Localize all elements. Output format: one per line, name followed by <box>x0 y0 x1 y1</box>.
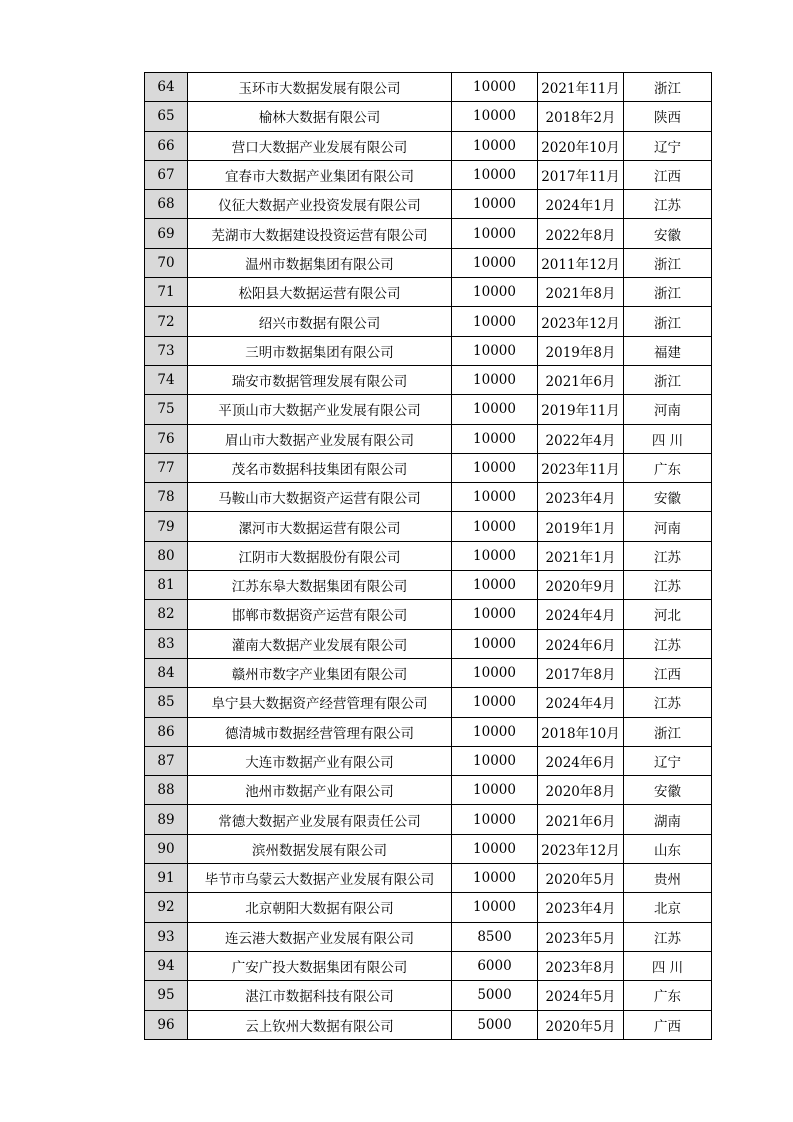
established-date-cell: 2022年4月 <box>538 424 624 453</box>
table-body <box>145 73 712 1040</box>
table-row <box>145 541 712 570</box>
established-date-cell: 2021年8月 <box>538 278 624 307</box>
registered-capital-cell: 10000 <box>452 453 538 482</box>
company-name-cell: 榆林大数据有限公司 <box>188 102 452 131</box>
table-row <box>145 512 712 541</box>
established-date-cell: 2024年6月 <box>538 746 624 775</box>
row-number-cell: 86 <box>145 717 188 746</box>
table-row <box>145 981 712 1010</box>
table-row <box>145 307 712 336</box>
company-name-cell: 营口大数据产业发展有限公司 <box>188 131 452 160</box>
province-cell: 湖南 <box>624 805 712 834</box>
established-date-cell: 2023年4月 <box>538 893 624 922</box>
table-row <box>145 864 712 893</box>
company-name-cell: 仪征大数据产业投资发展有限公司 <box>188 190 452 219</box>
registered-capital-cell: 10000 <box>452 160 538 189</box>
province-cell: 江苏 <box>624 629 712 658</box>
company-name-cell: 漯河市大数据运营有限公司 <box>188 512 452 541</box>
row-number-cell: 95 <box>145 981 188 1010</box>
row-number-cell: 79 <box>145 512 188 541</box>
row-number-cell: 67 <box>145 160 188 189</box>
table-row <box>145 571 712 600</box>
registered-capital-cell: 10000 <box>452 746 538 775</box>
established-date-cell: 2021年11月 <box>538 73 624 102</box>
province-cell: 浙江 <box>624 73 712 102</box>
table-row <box>145 717 712 746</box>
table-row <box>145 746 712 775</box>
row-number-cell: 69 <box>145 219 188 248</box>
province-cell: 河南 <box>624 512 712 541</box>
row-number-cell: 80 <box>145 541 188 570</box>
province-cell: 辽宁 <box>624 746 712 775</box>
registered-capital-cell: 5000 <box>452 1010 538 1039</box>
established-date-cell: 2019年8月 <box>538 336 624 365</box>
registered-capital-cell: 10000 <box>452 864 538 893</box>
table-row <box>145 951 712 980</box>
company-name-cell: 宜春市大数据产业集团有限公司 <box>188 160 452 189</box>
table-row <box>145 1010 712 1039</box>
registered-capital-cell: 10000 <box>452 278 538 307</box>
row-number-cell: 88 <box>145 776 188 805</box>
company-name-cell: 松阳县大数据运营有限公司 <box>188 278 452 307</box>
company-name-cell: 茂名市数据科技集团有限公司 <box>188 453 452 482</box>
company-name-cell: 德清城市数据经营管理有限公司 <box>188 717 452 746</box>
row-number-cell: 83 <box>145 629 188 658</box>
province-cell: 福建 <box>624 336 712 365</box>
company-name-cell: 湛江市数据科技有限公司 <box>188 981 452 1010</box>
registered-capital-cell: 10000 <box>452 688 538 717</box>
established-date-cell: 2018年10月 <box>538 717 624 746</box>
company-name-cell: 常德大数据产业发展有限责任公司 <box>188 805 452 834</box>
company-name-cell: 马鞍山市大数据资产运营有限公司 <box>188 483 452 512</box>
established-date-cell: 2023年12月 <box>538 834 624 863</box>
row-number-cell: 73 <box>145 336 188 365</box>
established-date-cell: 2020年5月 <box>538 1010 624 1039</box>
established-date-cell: 2017年11月 <box>538 160 624 189</box>
company-table <box>144 72 712 1040</box>
table-row <box>145 424 712 453</box>
row-number-cell: 87 <box>145 746 188 775</box>
row-number-cell: 75 <box>145 395 188 424</box>
table-row <box>145 336 712 365</box>
province-cell: 四 川 <box>624 424 712 453</box>
company-name-cell: 芜湖市大数据建设投资运营有限公司 <box>188 219 452 248</box>
company-name-cell: 温州市数据集团有限公司 <box>188 248 452 277</box>
company-name-cell: 绍兴市数据有限公司 <box>188 307 452 336</box>
row-number-cell: 76 <box>145 424 188 453</box>
registered-capital-cell: 5000 <box>452 981 538 1010</box>
company-name-cell: 眉山市大数据产业发展有限公司 <box>188 424 452 453</box>
province-cell: 浙江 <box>624 307 712 336</box>
province-cell: 安徽 <box>624 219 712 248</box>
registered-capital-cell: 10000 <box>452 307 538 336</box>
registered-capital-cell: 10000 <box>452 395 538 424</box>
company-name-cell: 赣州市数字产业集团有限公司 <box>188 658 452 687</box>
established-date-cell: 2020年8月 <box>538 776 624 805</box>
province-cell: 江苏 <box>624 688 712 717</box>
table-row <box>145 893 712 922</box>
table-row <box>145 776 712 805</box>
row-number-cell: 93 <box>145 922 188 951</box>
company-name-cell: 邯郸市数据资产运营有限公司 <box>188 600 452 629</box>
established-date-cell: 2019年1月 <box>538 512 624 541</box>
table-row <box>145 219 712 248</box>
established-date-cell: 2019年11月 <box>538 395 624 424</box>
table-row <box>145 395 712 424</box>
table-row <box>145 278 712 307</box>
province-cell: 浙江 <box>624 365 712 394</box>
registered-capital-cell: 10000 <box>452 658 538 687</box>
registered-capital-cell: 10000 <box>452 629 538 658</box>
established-date-cell: 2023年12月 <box>538 307 624 336</box>
row-number-cell: 89 <box>145 805 188 834</box>
row-number-cell: 90 <box>145 834 188 863</box>
province-cell: 安徽 <box>624 776 712 805</box>
table-row <box>145 805 712 834</box>
row-number-cell: 94 <box>145 951 188 980</box>
registered-capital-cell: 10000 <box>452 805 538 834</box>
established-date-cell: 2021年6月 <box>538 805 624 834</box>
province-cell: 河北 <box>624 600 712 629</box>
company-name-cell: 滨州数据发展有限公司 <box>188 834 452 863</box>
registered-capital-cell: 10000 <box>452 571 538 600</box>
table-row <box>145 922 712 951</box>
table-row <box>145 131 712 160</box>
registered-capital-cell: 6000 <box>452 951 538 980</box>
table-row <box>145 102 712 131</box>
registered-capital-cell: 10000 <box>452 893 538 922</box>
province-cell: 安徽 <box>624 483 712 512</box>
registered-capital-cell: 10000 <box>452 131 538 160</box>
province-cell: 北京 <box>624 893 712 922</box>
row-number-cell: 85 <box>145 688 188 717</box>
registered-capital-cell: 10000 <box>452 541 538 570</box>
registered-capital-cell: 10000 <box>452 102 538 131</box>
established-date-cell: 2024年4月 <box>538 600 624 629</box>
row-number-cell: 65 <box>145 102 188 131</box>
registered-capital-cell: 10000 <box>452 512 538 541</box>
established-date-cell: 2020年5月 <box>538 864 624 893</box>
province-cell: 江苏 <box>624 922 712 951</box>
table-row <box>145 453 712 482</box>
company-name-cell: 北京朝阳大数据有限公司 <box>188 893 452 922</box>
province-cell: 广东 <box>624 453 712 482</box>
company-name-cell: 玉环市大数据发展有限公司 <box>188 73 452 102</box>
registered-capital-cell: 10000 <box>452 834 538 863</box>
province-cell: 陕西 <box>624 102 712 131</box>
province-cell: 江西 <box>624 658 712 687</box>
province-cell: 四 川 <box>624 951 712 980</box>
province-cell: 广东 <box>624 981 712 1010</box>
registered-capital-cell: 10000 <box>452 483 538 512</box>
established-date-cell: 2020年9月 <box>538 571 624 600</box>
company-name-cell: 江阴市大数据股份有限公司 <box>188 541 452 570</box>
registered-capital-cell: 10000 <box>452 73 538 102</box>
province-cell: 浙江 <box>624 248 712 277</box>
row-number-cell: 71 <box>145 278 188 307</box>
established-date-cell: 2023年8月 <box>538 951 624 980</box>
row-number-cell: 92 <box>145 893 188 922</box>
province-cell: 江苏 <box>624 571 712 600</box>
registered-capital-cell: 10000 <box>452 219 538 248</box>
province-cell: 广西 <box>624 1010 712 1039</box>
province-cell: 浙江 <box>624 717 712 746</box>
row-number-cell: 91 <box>145 864 188 893</box>
established-date-cell: 2024年6月 <box>538 629 624 658</box>
registered-capital-cell: 10000 <box>452 365 538 394</box>
company-name-cell: 阜宁县大数据资产经营管理有限公司 <box>188 688 452 717</box>
table-row <box>145 834 712 863</box>
established-date-cell: 2021年6月 <box>538 365 624 394</box>
province-cell: 贵州 <box>624 864 712 893</box>
row-number-cell: 77 <box>145 453 188 482</box>
province-cell: 江苏 <box>624 541 712 570</box>
company-name-cell: 广安广投大数据集团有限公司 <box>188 951 452 980</box>
table-row <box>145 688 712 717</box>
registered-capital-cell: 10000 <box>452 336 538 365</box>
company-name-cell: 灌南大数据产业发展有限公司 <box>188 629 452 658</box>
established-date-cell: 2018年2月 <box>538 102 624 131</box>
company-name-cell: 大连市数据产业有限公司 <box>188 746 452 775</box>
company-name-cell: 瑞安市数据管理发展有限公司 <box>188 365 452 394</box>
established-date-cell: 2024年1月 <box>538 190 624 219</box>
province-cell: 浙江 <box>624 278 712 307</box>
established-date-cell: 2023年5月 <box>538 922 624 951</box>
registered-capital-cell: 8500 <box>452 922 538 951</box>
row-number-cell: 81 <box>145 571 188 600</box>
established-date-cell: 2022年8月 <box>538 219 624 248</box>
registered-capital-cell: 10000 <box>452 424 538 453</box>
established-date-cell: 2023年4月 <box>538 483 624 512</box>
row-number-cell: 96 <box>145 1010 188 1039</box>
row-number-cell: 78 <box>145 483 188 512</box>
table-row <box>145 73 712 102</box>
company-name-cell: 池州市数据产业有限公司 <box>188 776 452 805</box>
row-number-cell: 64 <box>145 73 188 102</box>
established-date-cell: 2024年5月 <box>538 981 624 1010</box>
registered-capital-cell: 10000 <box>452 776 538 805</box>
table-row <box>145 190 712 219</box>
table-row <box>145 365 712 394</box>
row-number-cell: 82 <box>145 600 188 629</box>
registered-capital-cell: 10000 <box>452 248 538 277</box>
registered-capital-cell: 10000 <box>452 600 538 629</box>
registered-capital-cell: 10000 <box>452 190 538 219</box>
table-row <box>145 629 712 658</box>
province-cell: 江苏 <box>624 190 712 219</box>
province-cell: 山东 <box>624 834 712 863</box>
established-date-cell: 2023年11月 <box>538 453 624 482</box>
table-row <box>145 248 712 277</box>
company-name-cell: 云上钦州大数据有限公司 <box>188 1010 452 1039</box>
province-cell: 江西 <box>624 160 712 189</box>
established-date-cell: 2021年1月 <box>538 541 624 570</box>
row-number-cell: 70 <box>145 248 188 277</box>
province-cell: 河南 <box>624 395 712 424</box>
row-number-cell: 84 <box>145 658 188 687</box>
established-date-cell: 2017年8月 <box>538 658 624 687</box>
row-number-cell: 68 <box>145 190 188 219</box>
company-name-cell: 江苏东皋大数据集团有限公司 <box>188 571 452 600</box>
company-name-cell: 连云港大数据产业发展有限公司 <box>188 922 452 951</box>
row-number-cell: 72 <box>145 307 188 336</box>
province-cell: 辽宁 <box>624 131 712 160</box>
established-date-cell: 2020年10月 <box>538 131 624 160</box>
table-row <box>145 483 712 512</box>
row-number-cell: 74 <box>145 365 188 394</box>
established-date-cell: 2011年12月 <box>538 248 624 277</box>
company-name-cell: 毕节市乌蒙云大数据产业发展有限公司 <box>188 864 452 893</box>
table-row <box>145 658 712 687</box>
company-name-cell: 三明市数据集团有限公司 <box>188 336 452 365</box>
table-row <box>145 600 712 629</box>
registered-capital-cell: 10000 <box>452 717 538 746</box>
company-name-cell: 平顶山市大数据产业发展有限公司 <box>188 395 452 424</box>
table-row <box>145 160 712 189</box>
established-date-cell: 2024年4月 <box>538 688 624 717</box>
row-number-cell: 66 <box>145 131 188 160</box>
